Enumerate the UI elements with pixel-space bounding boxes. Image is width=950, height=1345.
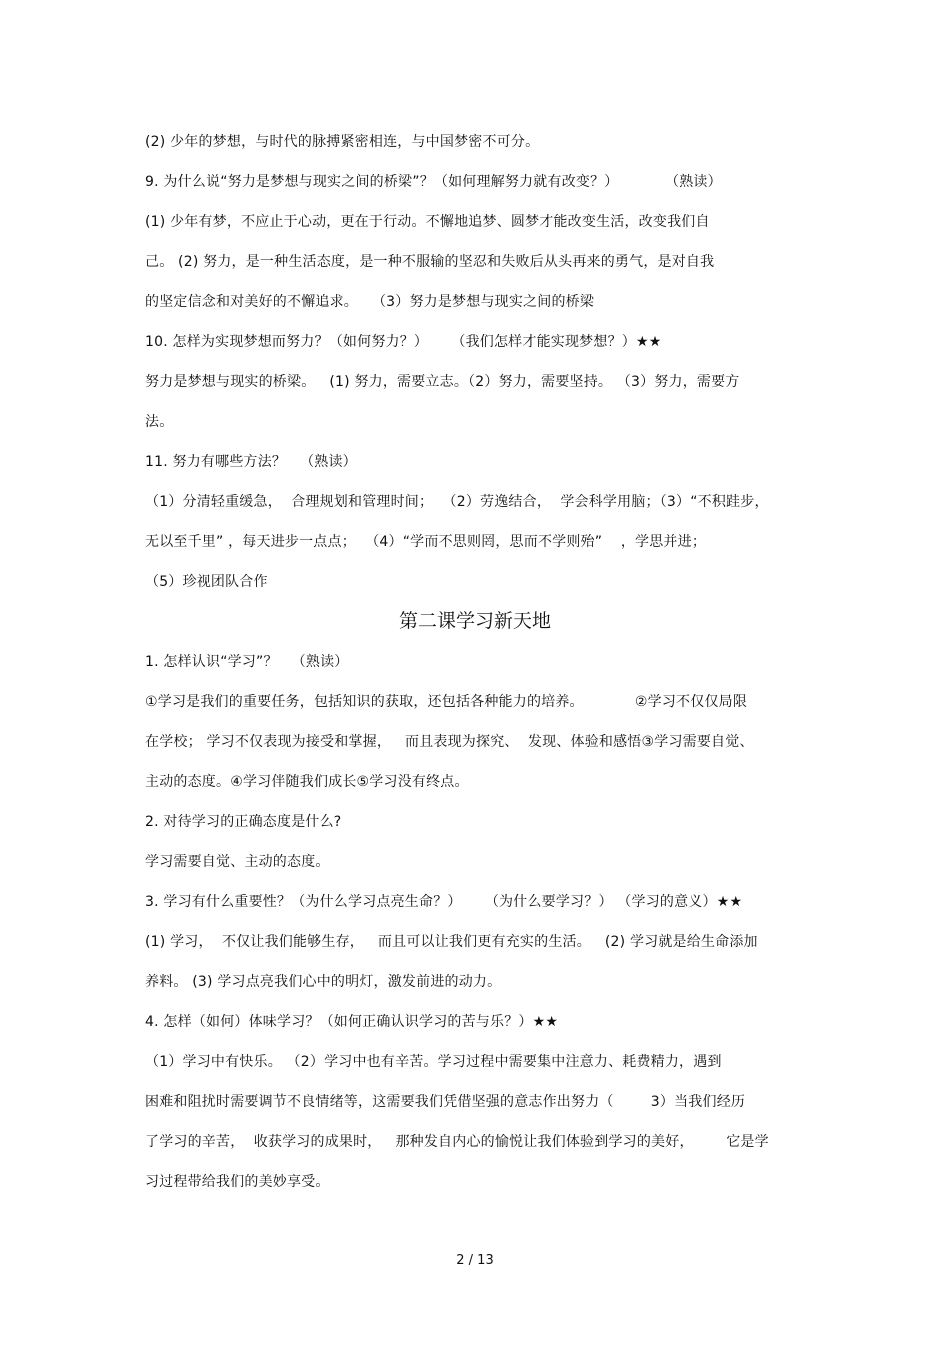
question-3: 3. 学习有什么重要性？（为什么学习点亮生命？） （为什么要学习？） （学习的意义）★★ bbox=[145, 894, 743, 910]
text-line: 困难和阻扰时需要调节不良情绪等，这需要我们凭借坚强的意志作出努力（ 3）当我们经历 bbox=[145, 1094, 746, 1110]
text-line: 在学校； 学习不仅表现为接受和掌握， 而且表现为探究、 发现、体验和感悟③学习需要自觉、 bbox=[145, 734, 754, 750]
text-line: （1）学习中有快乐。 （2）学习中也有辛苦。学习过程中需要集中注意力、耗费精力，遇到 bbox=[145, 1054, 722, 1070]
question-9: 9. 为什么说“努力是梦想与现实之间的桥梁”？（如何理解努力就有改变？） （熟读） bbox=[145, 174, 722, 190]
text-line: 主动的态度。④学习伴随我们成长⑤学习没有终点。 bbox=[145, 774, 469, 790]
text-line: 无以至千里” ，每天进步一点点； （4）“学而不思则罔，思而不学则殆” ，学思并进； bbox=[145, 534, 707, 550]
text-line: (2) 少年的梦想，与时代的脉搏紧密相连，与中国梦密不可分。 bbox=[145, 134, 540, 150]
text-line: 己。 (2) 努力，是一种生活态度，是一种不服输的坚忍和失败后从头再来的勇气，是对自我 bbox=[145, 254, 715, 270]
question-4: 4. 怎样（如何）体味学习？（如何正确认识学习的苦与乐？）★★ bbox=[145, 1014, 559, 1030]
question-11: 11. 努力有哪些方法？ （熟读） bbox=[145, 454, 357, 470]
text-line: 的坚定信念和对美好的不懈追求。 （3）努力是梦想与现实之间的桥梁 bbox=[145, 294, 595, 310]
text-line: (1) 学习， 不仅让我们能够生存， 而且可以让我们更有充实的生活。 (2) 学习就是给生命添加 bbox=[145, 934, 758, 950]
text-line: (1) 少年有梦，不应止于心动，更在于行动。不懈地追梦、圆梦才能改变生活，改变我们自 bbox=[145, 214, 710, 230]
question-10: 10. 怎样为实现梦想而努力？（如何努力？） （我们怎样才能实现梦想？）★★ bbox=[145, 334, 662, 350]
text-line: （5）珍视团队合作 bbox=[145, 574, 268, 590]
text-line: 努力是梦想与现实的桥梁。 (1) 努力，需要立志。（2）努力，需要坚持。 （3）努力，需要方 bbox=[145, 374, 740, 390]
question-1: 1. 怎样认识“学习”？ （熟读） bbox=[145, 654, 349, 670]
question-2: 2. 对待学习的正确态度是什么? bbox=[145, 814, 342, 830]
text-line: （1）分清轻重缓急， 合理规划和管理时间； （2）劳逸结合， 学会科学用脑；（3）“不积跬步， bbox=[145, 494, 769, 510]
text-line: 学习需要自觉、主动的态度。 bbox=[145, 854, 330, 870]
section-title: 第二课学习新天地 bbox=[398, 610, 551, 632]
text-line: ①学习是我们的重要任务，包括知识的获取，还包括各种能力的培养。 ②学习不仅仅局限 bbox=[145, 694, 748, 710]
page-number: 2 / 13 bbox=[456, 1253, 494, 1268]
text-line: 养料。 (3) 学习点亮我们心中的明灯，激发前进的动力。 bbox=[145, 974, 502, 990]
text-line: 习过程带给我们的美妙享受。 bbox=[145, 1174, 330, 1190]
text-line: 法。 bbox=[145, 414, 174, 430]
text-line: 了学习的辛苦， 收获学习的成果时， 那种发自内心的愉悦让我们体验到学习的美好， 它是学 bbox=[145, 1134, 769, 1150]
